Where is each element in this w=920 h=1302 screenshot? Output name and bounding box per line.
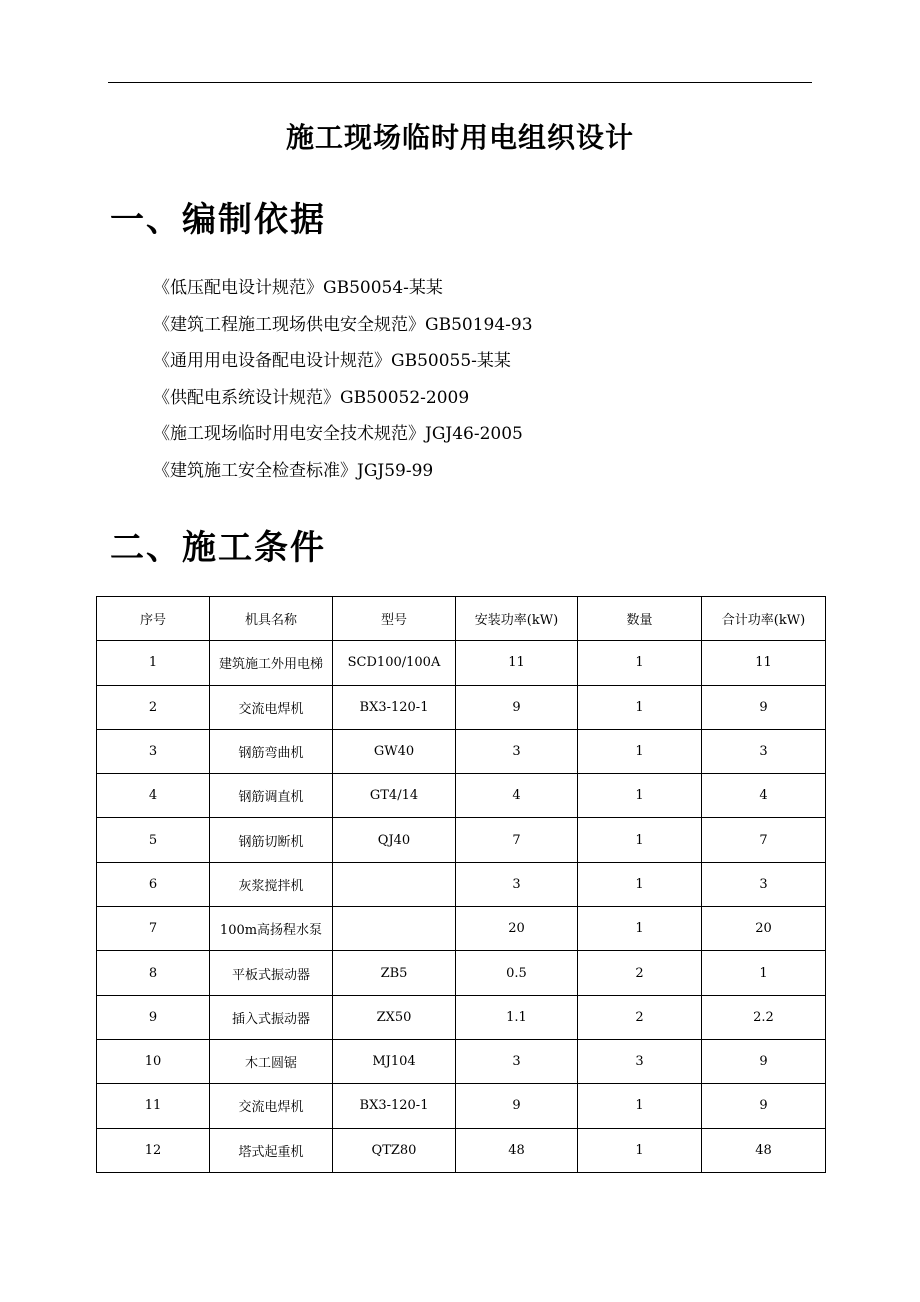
- table-cell: 2: [97, 685, 210, 729]
- table-cell: 钢筋弯曲机: [210, 729, 333, 773]
- table-cell: 9: [456, 1084, 578, 1128]
- reference-item: 《供配电系统设计规范》GB50052-2009: [153, 387, 470, 408]
- table-row: [97, 1128, 826, 1172]
- table-cell: 12: [97, 1128, 210, 1172]
- table-cell: 1: [578, 774, 702, 818]
- table-cell: 1.1: [456, 995, 578, 1039]
- header-rule: [108, 82, 812, 83]
- table-cell: 1: [97, 641, 210, 685]
- table-cell: 11: [456, 641, 578, 685]
- section-heading-basis: 一、编制依据: [110, 200, 326, 240]
- table-cell: 4: [456, 774, 578, 818]
- table-cell: 100m高扬程水泵: [210, 907, 333, 951]
- table-row: [97, 907, 826, 951]
- table-cell: 11: [97, 1084, 210, 1128]
- table-cell: 1: [578, 1128, 702, 1172]
- table-row: [97, 685, 826, 729]
- table-cell: 10: [97, 1039, 210, 1083]
- table-cell: 7: [456, 818, 578, 862]
- header-cell: 数量: [578, 597, 702, 641]
- equipment-table: [96, 596, 826, 1173]
- table-cell: 11: [702, 641, 826, 685]
- table-cell: 1: [578, 729, 702, 773]
- header-cell: 型号: [333, 597, 456, 641]
- table-row: [97, 1039, 826, 1083]
- table-cell: 48: [456, 1128, 578, 1172]
- table-cell: 钢筋切断机: [210, 818, 333, 862]
- table-cell: 7: [702, 818, 826, 862]
- table-row: [97, 862, 826, 906]
- table-cell: 3: [702, 729, 826, 773]
- table-cell: 9: [456, 685, 578, 729]
- table-cell: [333, 862, 456, 906]
- table-cell: GW40: [333, 729, 456, 773]
- table-cell: 5: [97, 818, 210, 862]
- table-cell: 9: [97, 995, 210, 1039]
- table-cell: 1: [578, 907, 702, 951]
- table-cell: 交流电焊机: [210, 685, 333, 729]
- table-row: [97, 641, 826, 685]
- table-cell: 9: [702, 1084, 826, 1128]
- reference-item: 《建筑工程施工现场供电安全规范》GB50194-93: [153, 314, 533, 335]
- table-cell: BX3-120-1: [333, 685, 456, 729]
- table-cell: 插入式振动器: [210, 995, 333, 1039]
- table-row: [97, 729, 826, 773]
- table-cell: ZB5: [333, 951, 456, 995]
- table-cell: 7: [97, 907, 210, 951]
- table-cell: 0.5: [456, 951, 578, 995]
- table-cell: 9: [702, 685, 826, 729]
- table-cell: 3: [702, 862, 826, 906]
- table-row: [97, 1084, 826, 1128]
- header-cell: 安装功率(kW): [456, 597, 578, 641]
- table-cell: SCD100/100A: [333, 641, 456, 685]
- table-cell: 2: [578, 951, 702, 995]
- header-cell: 合计功率(kW): [702, 597, 826, 641]
- table-cell: 20: [702, 907, 826, 951]
- table-cell: QJ40: [333, 818, 456, 862]
- document-title: 施工现场临时用电组织设计: [285, 121, 634, 154]
- table-cell: 平板式振动器: [210, 951, 333, 995]
- table-cell: 木工圆锯: [210, 1039, 333, 1083]
- reference-item: 《通用用电设备配电设计规范》GB50055-某某: [153, 351, 511, 372]
- table-cell: 1: [702, 951, 826, 995]
- table-cell: 1: [578, 818, 702, 862]
- table-cell: 钢筋调直机: [210, 774, 333, 818]
- reference-item: 《低压配电设计规范》GB50054-某某: [153, 278, 443, 298]
- table-cell: 1: [578, 1084, 702, 1128]
- table-body: [97, 641, 826, 1173]
- reference-item: 《建筑施工安全检查标准》JGJ59-99: [153, 460, 434, 481]
- table-cell: 9: [702, 1039, 826, 1083]
- table-cell: 6: [97, 862, 210, 906]
- table-cell: 1: [578, 862, 702, 906]
- table-cell: 灰浆搅拌机: [210, 862, 333, 906]
- table-cell: 1: [578, 685, 702, 729]
- table-cell: 1: [578, 641, 702, 685]
- table-cell: 建筑施工外用电梯: [210, 641, 333, 685]
- table-cell: GT4/14: [333, 774, 456, 818]
- table-row: [97, 951, 826, 995]
- header-cell: 机具名称: [210, 597, 333, 641]
- table-cell: ZX50: [333, 995, 456, 1039]
- table-row: [97, 818, 826, 862]
- table-cell: BX3-120-1: [333, 1084, 456, 1128]
- table-cell: MJ104: [333, 1039, 456, 1083]
- table-cell: [333, 907, 456, 951]
- table-row: [97, 774, 826, 818]
- table-cell: 交流电焊机: [210, 1084, 333, 1128]
- table-cell: 8: [97, 951, 210, 995]
- table-cell: 2: [578, 995, 702, 1039]
- table-row: [97, 995, 826, 1039]
- table-cell: 20: [456, 907, 578, 951]
- table-cell: QTZ80: [333, 1128, 456, 1172]
- reference-list: [153, 272, 533, 492]
- section-heading-conditions: 二、施工条件: [110, 528, 326, 568]
- table-cell: 2.2: [702, 995, 826, 1039]
- table-cell: 4: [97, 774, 210, 818]
- table-cell: 3: [456, 862, 578, 906]
- table-cell: 塔式起重机: [210, 1128, 333, 1172]
- table-cell: 4: [702, 774, 826, 818]
- header-cell: 序号: [97, 597, 210, 641]
- table-cell: 3: [456, 729, 578, 773]
- table-cell: 3: [97, 729, 210, 773]
- reference-item: 《施工现场临时用电安全技术规范》JGJ46-2005: [153, 424, 523, 445]
- table-cell: 3: [578, 1039, 702, 1083]
- table-header-row: [97, 597, 826, 641]
- table-cell: 3: [456, 1039, 578, 1083]
- table-cell: 48: [702, 1128, 826, 1172]
